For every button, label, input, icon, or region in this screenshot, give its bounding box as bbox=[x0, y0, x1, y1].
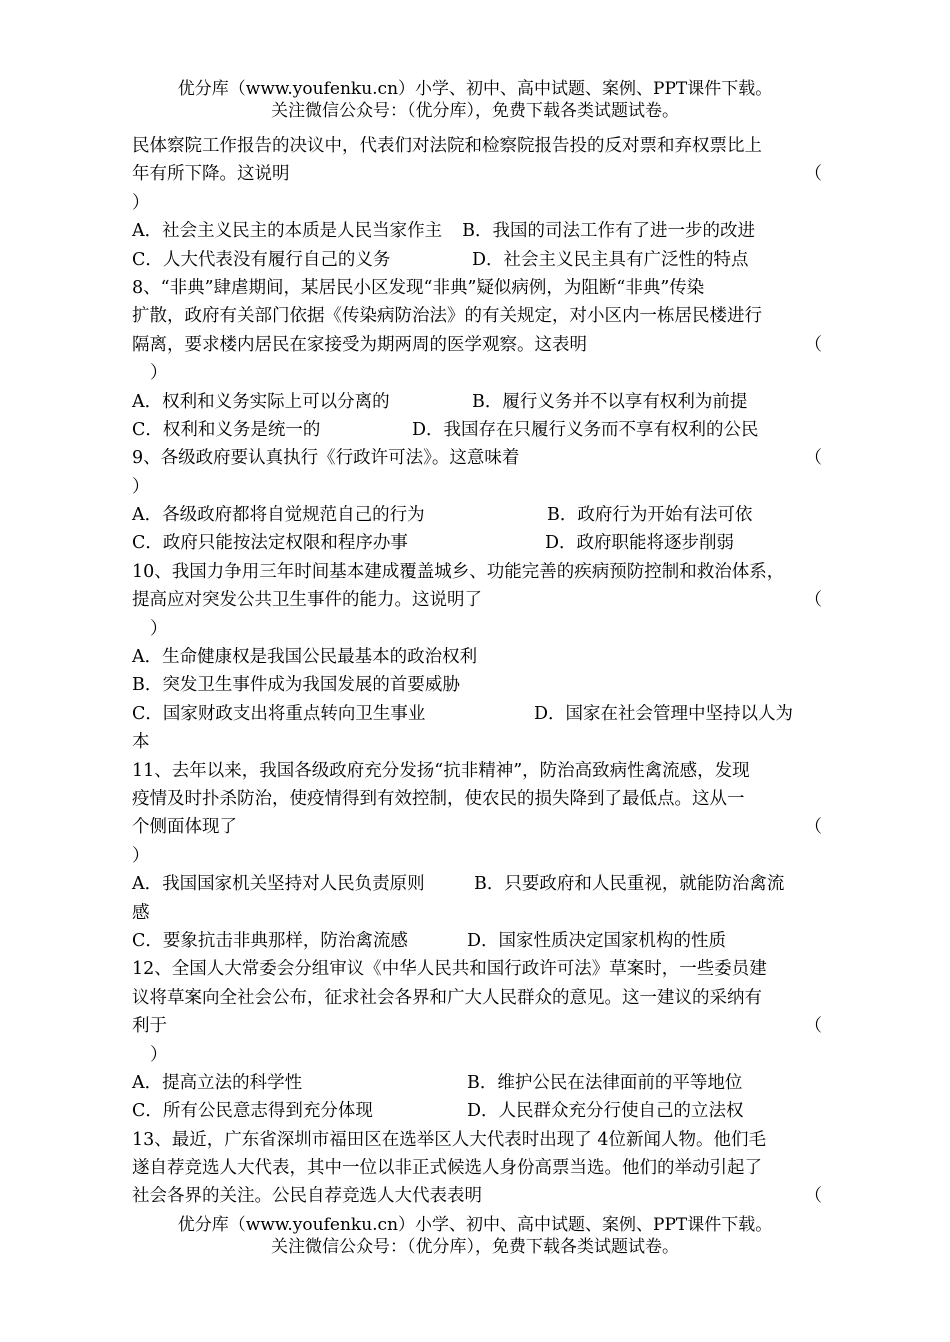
options-row bbox=[132, 416, 822, 444]
question-text: 11、去年以来，我国各级政府充分发扬“抗非精神”，防治高致病性禽流感，发现 bbox=[132, 760, 750, 781]
answer-paren-close: ） bbox=[132, 845, 150, 866]
question-text: 12、全国人大常委会分组审议《中华人民共和国行政许可法》草案时，一些委员建 bbox=[132, 959, 767, 980]
question-text-line bbox=[132, 444, 822, 472]
answer-paren-open: （ bbox=[804, 817, 822, 838]
answer-paren-open: （ bbox=[804, 334, 822, 355]
options-row bbox=[132, 700, 822, 728]
option-c: C．要象抗击非典那样，防治禽流感 bbox=[132, 930, 408, 951]
question-text: 民体察院工作报告的决议中，代表们对法院和检察院报告投的反对票和弃权票比上 bbox=[132, 136, 762, 156]
question-text: 疫情及时扑杀防治，使疫情得到有效控制，使农民的损失降到了最低点。这从一 bbox=[132, 788, 745, 809]
answer-paren-close: ） bbox=[150, 363, 168, 384]
question-text: 年有所下降。这说明 bbox=[132, 164, 290, 185]
question-13 bbox=[132, 1126, 822, 1211]
header-line-1: 优分库（www.youfenku.cn）小学、初中、高中试题、案例、PPT课件下载。 bbox=[177, 79, 773, 99]
option-a: A．提高立法的科学性 bbox=[132, 1072, 303, 1093]
option-b: B．维护公民在法律面前的平等地位 bbox=[467, 1072, 743, 1093]
option-b: B．我国的司法工作有了进一步的改进 bbox=[462, 221, 755, 242]
question-text: 利于 bbox=[132, 1016, 167, 1037]
footer-line-1: 优分库（www.youfenku.cn）小学、初中、高中试题、案例、PPT课件下载。 bbox=[177, 1215, 773, 1235]
option-b-wrap: 感 bbox=[132, 902, 150, 923]
question-content bbox=[132, 132, 822, 1211]
question-text-line bbox=[132, 586, 822, 614]
option-c: C．人大代表没有履行自己的义务 bbox=[132, 249, 391, 270]
answer-paren-close: ） bbox=[132, 192, 150, 213]
options-row bbox=[132, 529, 822, 557]
options-row bbox=[132, 870, 822, 898]
header-line-2: 关注微信公众号：（优分库），免费下载各类试题试卷。 bbox=[271, 101, 679, 121]
option-d: D．人民群众充分行使自己的立法权 bbox=[467, 1101, 744, 1122]
question-text: 13、最近，广东省深圳市福田区在选举区人大代表时出现了 4位新闻人物。他们毛 bbox=[132, 1129, 766, 1150]
answer-paren-close: ） bbox=[132, 476, 150, 497]
option-d-wrap: 本 bbox=[132, 732, 150, 753]
options-row bbox=[132, 388, 822, 416]
question-text: 扩散，政府有关部门依据《传染病防治法》的有关规定，对小区内一栋居民楼进行 bbox=[132, 306, 762, 327]
option-b: B．突发卫生事件成为我国发展的首要威胁 bbox=[132, 675, 460, 696]
answer-paren-close: ） bbox=[150, 1044, 168, 1065]
page-header bbox=[0, 78, 950, 122]
options-row bbox=[132, 217, 822, 245]
option-d: D．社会主义民主具有广泛性的特点 bbox=[472, 249, 749, 270]
options-row bbox=[132, 246, 822, 274]
options-row bbox=[132, 1069, 822, 1097]
options-row bbox=[132, 1097, 822, 1125]
option-b: B．只要政府和人民重视，就能防治禽流 bbox=[474, 874, 785, 895]
question-text: 议将草案向全社会公布，征求社会各界和广大人民群众的意见。这一建议的采纳有 bbox=[132, 987, 762, 1008]
question-text: 社会各界的关注。公民自荐竞选人大代表表明 bbox=[132, 1186, 482, 1207]
option-a: A．各级政府都将自觉规范自己的行为 bbox=[132, 505, 425, 526]
footer-line-2: 关注微信公众号：（优分库），免费下载各类试题试卷。 bbox=[271, 1237, 679, 1257]
question-12 bbox=[132, 955, 822, 1125]
question-text: 9、各级政府要认真执行《行政许可法》。这意味着 bbox=[132, 448, 520, 469]
answer-paren-close: ） bbox=[150, 618, 168, 639]
question-text: 10、我国力争用三年时间基本建成覆盖城乡、功能完善的疾病预防控制和救治体系， bbox=[132, 561, 785, 582]
question-7 bbox=[132, 132, 822, 274]
option-a: A．社会主义民主的本质是人民当家作主 bbox=[132, 221, 443, 242]
question-text: 个侧面体现了 bbox=[132, 817, 237, 838]
question-text: 8、“非典”肆虐期间，某居民小区发现“非典”疑似病例，为阻断“非典”传染 bbox=[132, 277, 705, 298]
answer-paren-open: （ bbox=[804, 164, 822, 185]
option-a: A．我国国家机关坚持对人民负责原则 bbox=[132, 874, 425, 895]
option-b: B．履行义务并不以享有权利为前提 bbox=[472, 391, 748, 412]
option-c: C．权利和义务是统一的 bbox=[132, 419, 321, 440]
answer-paren-open: （ bbox=[804, 1186, 822, 1207]
option-d: D．政府职能将逐步削弱 bbox=[545, 533, 735, 554]
question-11 bbox=[132, 757, 822, 956]
option-c: C．国家财政支出将重点转向卫生事业 bbox=[132, 703, 426, 724]
question-text: 提高应对突发公共卫生事件的能力。这说明了 bbox=[132, 590, 482, 611]
question-text-line bbox=[132, 1182, 822, 1210]
answer-paren-open: （ bbox=[804, 1016, 822, 1037]
option-d: D．国家性质决定国家机构的性质 bbox=[467, 930, 727, 951]
page-footer bbox=[0, 1214, 950, 1258]
option-c: C．政府只能按法定权限和程序办事 bbox=[132, 533, 408, 554]
question-8 bbox=[132, 274, 822, 444]
question-text-line bbox=[132, 813, 822, 841]
question-text: 遂自荐竞选人大代表，其中一位以非正式候选人身份高票当选。他们的举动引起了 bbox=[132, 1158, 762, 1179]
question-text-line bbox=[132, 331, 822, 359]
option-d: D．我国存在只履行义务而不享有权利的公民 bbox=[412, 419, 759, 440]
option-b: B．政府行为开始有法可依 bbox=[547, 505, 753, 526]
option-c: C．所有公民意志得到充分体现 bbox=[132, 1101, 373, 1122]
options-row bbox=[132, 501, 822, 529]
option-a: A．生命健康权是我国公民最基本的政治权利 bbox=[132, 647, 478, 668]
question-9 bbox=[132, 444, 822, 558]
question-text-line bbox=[132, 160, 822, 188]
options-row bbox=[132, 927, 822, 955]
option-a: A．权利和义务实际上可以分离的 bbox=[132, 391, 390, 412]
question-text-line bbox=[132, 1012, 822, 1040]
answer-paren-open: （ bbox=[804, 590, 822, 611]
option-d: D．国家在社会管理中坚持以人为 bbox=[534, 703, 794, 724]
answer-paren-open: （ bbox=[804, 448, 822, 469]
question-10 bbox=[132, 558, 822, 757]
question-text: 隔离，要求楼内居民在家接受为期两周的医学观察。这表明 bbox=[132, 334, 587, 355]
